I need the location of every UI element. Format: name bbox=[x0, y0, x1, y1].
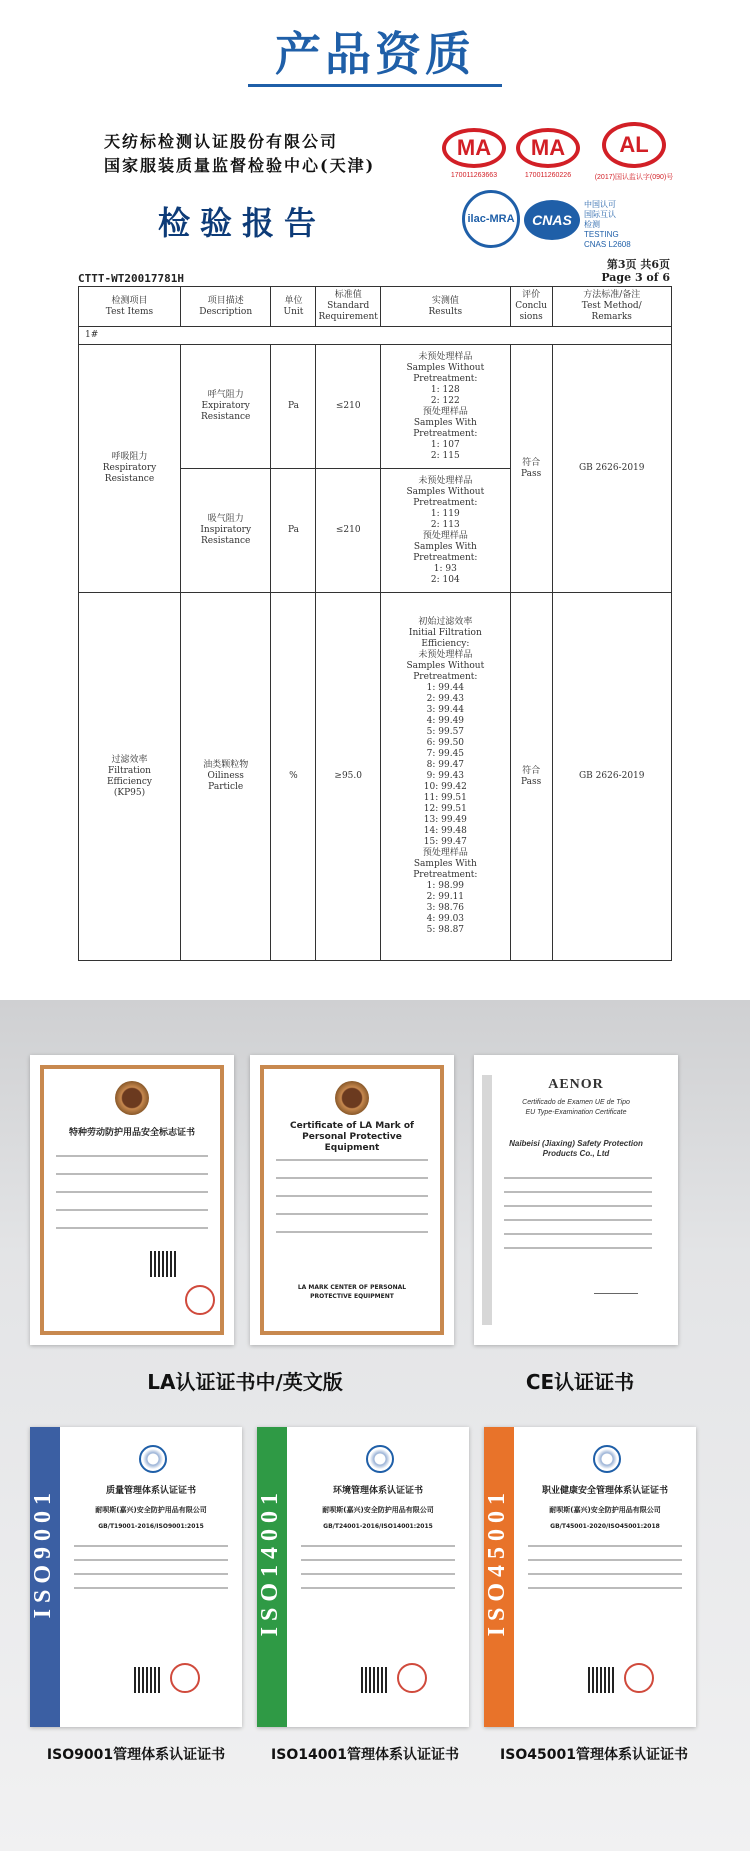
iso45001-caption: ISO45001管理体系认证证书 bbox=[500, 1747, 688, 1763]
column-header: 方法标准/备注 Test Method/ Remarks bbox=[552, 287, 672, 327]
standard-cell: ≥95.0 bbox=[316, 593, 380, 961]
test-item-respiratory: 呼吸阻力 Respiratory Resistance bbox=[79, 345, 181, 593]
report-organization bbox=[104, 130, 375, 178]
certificate-title: 质量管理体系认证证书 bbox=[105, 1486, 196, 1496]
iso45001-certificate bbox=[484, 1427, 696, 1727]
report-number: CTTT-WT20017781H bbox=[78, 272, 184, 285]
aenor-logo: AENOR bbox=[548, 1077, 604, 1092]
la-emblem-icon bbox=[335, 1081, 369, 1115]
certificate-title: 环境管理体系认证证书 bbox=[332, 1486, 423, 1496]
column-header: 实测值 Results bbox=[380, 287, 510, 327]
ce-certificate bbox=[474, 1055, 678, 1345]
stamp-icon bbox=[170, 1663, 200, 1693]
cnas-text: 中国认可 国际互认 检测 TESTING CNAS L2608 bbox=[584, 200, 631, 249]
results-inspiratory: 未预处理样品 Samples Without Pretreatment: 1: 119 2: 113 预处理样品 Samples With Pretreatment: 1: 93 2: 104 bbox=[380, 469, 510, 593]
iso-band-label: ISO9001 bbox=[30, 1487, 56, 1619]
unit-cell: Pa bbox=[271, 345, 316, 469]
certificate-company: 耐呗斯(嘉兴)安全防护用品有限公司 bbox=[549, 1506, 661, 1514]
cal-icon: AL bbox=[602, 122, 666, 168]
cal-seal bbox=[584, 122, 684, 182]
la-certificate-chinese bbox=[30, 1055, 234, 1345]
certification-logo-icon bbox=[139, 1445, 167, 1473]
certificate-standard: GB/T45001-2020/ISO45001:2018 bbox=[550, 1523, 660, 1530]
standard-cell: ≤210 bbox=[316, 469, 380, 593]
stamp-icon bbox=[397, 1663, 427, 1693]
title-underline bbox=[248, 84, 502, 87]
cnas-icon: CNAS bbox=[524, 200, 580, 240]
certificate-standard: GB/T24001-2016/ISO14001:2015 bbox=[323, 1523, 433, 1530]
signature bbox=[594, 1293, 638, 1294]
table-row bbox=[79, 593, 672, 961]
la-emblem-icon bbox=[115, 1081, 149, 1115]
column-header: 单位 Unit bbox=[271, 287, 316, 327]
organization-center: 国家服装质量监督检验中心(天津) bbox=[104, 156, 376, 175]
unit-cell: % bbox=[271, 593, 316, 961]
column-header: 评价 Conclu sions bbox=[510, 287, 552, 327]
stamp-icon bbox=[624, 1663, 654, 1693]
stamp-icon bbox=[185, 1285, 215, 1315]
iso14001-caption: ISO14001管理体系认证证书 bbox=[271, 1747, 459, 1763]
certificate-company: 耐呗斯(嘉兴)安全防护用品有限公司 bbox=[95, 1506, 207, 1514]
qr-code-icon bbox=[150, 1251, 176, 1277]
certificate-footer: LA MARK CENTER OF PERSONAL PROTECTIVE EQUIPMENT bbox=[297, 1284, 407, 1300]
ilac-mra-icon: ilac-MRA bbox=[462, 190, 520, 248]
seal-number: 170011260226 bbox=[524, 172, 572, 179]
column-header: 项目描述 Description bbox=[180, 287, 270, 327]
ce-caption: CE认证证书 bbox=[525, 1370, 635, 1394]
certificate-title: Certificate of LA Mark of Personal Protective Equipment bbox=[290, 1121, 414, 1153]
standard-cell: ≤210 bbox=[316, 345, 380, 469]
table-row bbox=[79, 345, 672, 469]
method-respiratory: GB 2626-2019 bbox=[552, 345, 672, 593]
la-caption: LA认证证书中/英文版 bbox=[147, 1370, 343, 1394]
test-item-filtration: 过滤效率 Filtration Efficiency (KP95) bbox=[79, 593, 181, 961]
column-header: 标准值 Standard Requirement bbox=[316, 287, 380, 327]
certificate-title-en: EU Type-Examination Certificate bbox=[525, 1109, 627, 1116]
certificate-title: 特种劳动防护用品安全标志证书 bbox=[68, 1128, 195, 1138]
results-filtration: 初始过滤效率 Initial Filtration Efficiency: 未预处理样品 Samples Without Pretreatment: 1: 99.44 2: 99.43 3: 99.44 4: 99.49 5: 99.57 6: 99.50 7: 99.45 8: 99.47 9: 99.43 10: 99.42 11: 99.51 12: 99.51 13: 99.49 14: 99.48 15: 99.47 预处理样品 Samples With Pretreatment: 1: 98.99 2: 99.11 3: 98.76 4: 99.03 5: 98.87 bbox=[380, 593, 510, 961]
cma-seal-1 bbox=[436, 128, 512, 179]
qr-code-icon bbox=[588, 1667, 614, 1693]
cma-icon: MA bbox=[442, 128, 506, 168]
qr-code-icon bbox=[134, 1667, 160, 1693]
cma-icon: MA bbox=[516, 128, 580, 168]
report-title: 检验报告 bbox=[158, 204, 327, 242]
certification-logo-icon bbox=[593, 1445, 621, 1473]
organization-name: 天纺标检测认证股份有限公司 bbox=[104, 132, 339, 151]
results-expiratory: 未预处理样品 Samples Without Pretreatment: 1: 128 2: 122 预处理样品 Samples With Pretreatment: 1: 107 2: 115 bbox=[380, 345, 510, 469]
certificate-company: Naibeisi (Jiaxing) Safety Protection Products Co., Ltd bbox=[509, 1139, 643, 1158]
certification-logo-icon bbox=[366, 1445, 394, 1473]
conclusion-respiratory: 符合 Pass bbox=[510, 345, 552, 593]
qr-code-icon bbox=[361, 1667, 387, 1693]
certificate-title-es: Certificado de Examen UE de Tipo bbox=[522, 1099, 630, 1106]
iso-band-label: ISO14001 bbox=[257, 1487, 283, 1637]
sample-number: 1# bbox=[79, 327, 672, 345]
certificate-company: 耐呗斯(嘉兴)安全防护用品有限公司 bbox=[322, 1506, 434, 1514]
cma-seal-2 bbox=[510, 128, 586, 179]
iso14001-certificate bbox=[257, 1427, 469, 1727]
method-filtration: GB 2626-2019 bbox=[552, 593, 672, 961]
description-filtration: 油类颗粒物 Oiliness Particle bbox=[180, 593, 270, 961]
seal-number: 170011263663 bbox=[450, 172, 498, 179]
certificate-standard: GB/T19001-2016/ISO9001:2015 bbox=[98, 1523, 204, 1530]
conclusion-filtration: 符合 Pass bbox=[510, 593, 552, 961]
table-header-row bbox=[79, 287, 672, 327]
description-inspiratory: 吸气阻力 Inspiratory Resistance bbox=[180, 469, 270, 593]
description-expiratory: 呼气阻力 Expiratory Resistance bbox=[180, 345, 270, 469]
page-title: 产品资质 bbox=[275, 27, 475, 81]
sample-row bbox=[79, 327, 672, 345]
test-results-table bbox=[78, 286, 672, 961]
iso9001-certificate bbox=[30, 1427, 242, 1727]
iso-band-label: ISO45001 bbox=[484, 1487, 510, 1637]
iso9001-caption: ISO9001管理体系认证证书 bbox=[46, 1747, 226, 1763]
certificate-title: 职业健康安全管理体系认证证书 bbox=[541, 1486, 668, 1496]
unit-cell: Pa bbox=[271, 469, 316, 593]
la-certificate-english bbox=[250, 1055, 454, 1345]
page-number: 第3页 共6页 Page 3 of 6 bbox=[601, 258, 670, 284]
seal-number: (2017)国认监认字(090)号 bbox=[594, 174, 674, 181]
column-header: 检测项目 Test Items bbox=[79, 287, 181, 327]
